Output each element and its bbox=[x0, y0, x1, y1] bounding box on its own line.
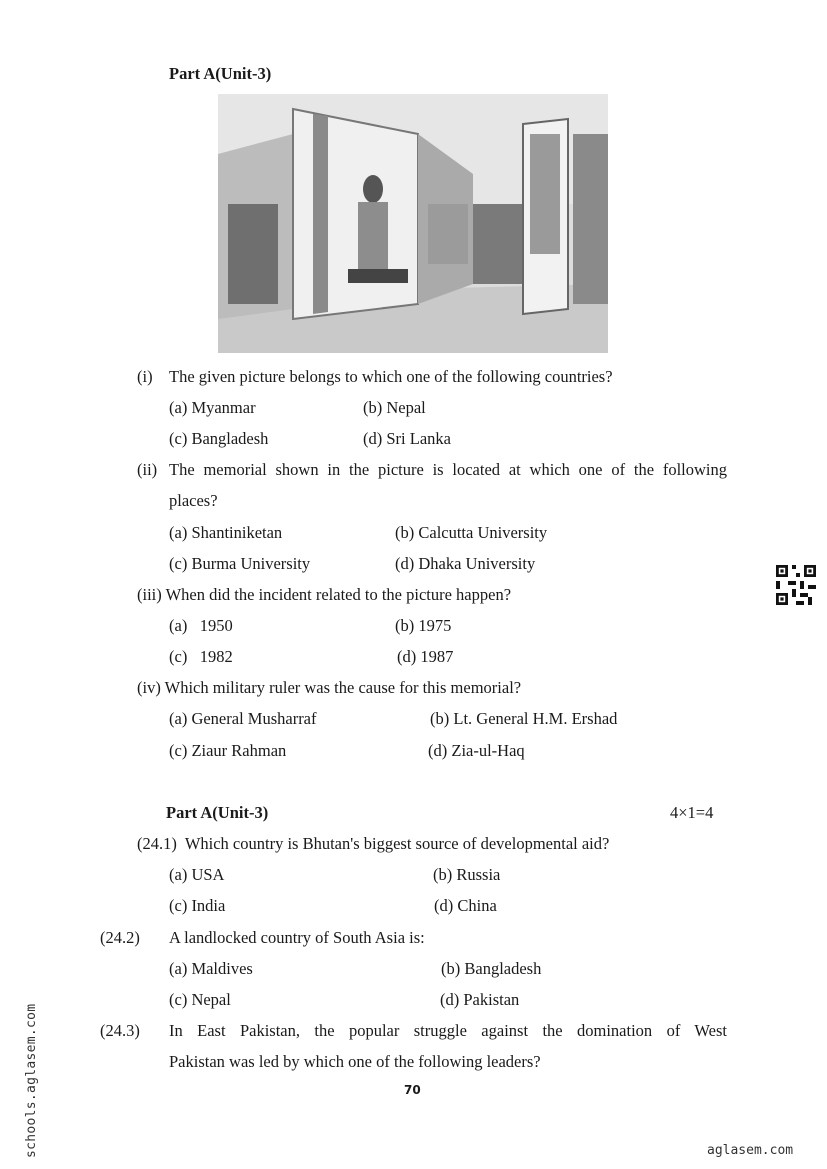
option-d: (d) China bbox=[434, 896, 497, 915]
page-number: 70 bbox=[404, 1083, 421, 1097]
option-b: (b) Russia bbox=[433, 865, 501, 884]
question-number: (24.2) bbox=[100, 928, 140, 947]
side-watermark: schools.aglasem.com bbox=[24, 1003, 39, 1158]
option-b: (b) 1975 bbox=[395, 616, 452, 635]
option-b: (b) Bangladesh bbox=[441, 959, 542, 978]
option-a: (a) Myanmar bbox=[169, 398, 256, 417]
memorial-photo bbox=[218, 94, 608, 353]
footer-watermark: aglasem.com bbox=[707, 1143, 794, 1158]
option-b: (b) Lt. General H.M. Ershad bbox=[430, 709, 618, 728]
option-a: (a) Maldives bbox=[169, 959, 253, 978]
option-c: (c) Burma University bbox=[169, 554, 311, 573]
section-heading: Part A(Unit-3) bbox=[166, 803, 269, 822]
section-heading: Part A(Unit-3) bbox=[169, 64, 272, 83]
option-d: (d) Dhaka University bbox=[395, 554, 536, 573]
question-text-continued: Pakistan was led by which one of the following leaders? bbox=[169, 1052, 541, 1071]
option-b: (b) Nepal bbox=[363, 398, 426, 417]
question-text: (iv) Which military ruler was the cause for this memorial? bbox=[137, 678, 522, 697]
question-text: A landlocked country of South Asia is: bbox=[169, 928, 425, 947]
question-text: (24.1) Which country is Bhutan's biggest source of developmental aid? bbox=[137, 834, 610, 853]
option-b: (b) Calcutta University bbox=[395, 523, 548, 542]
question-number: (i) bbox=[137, 367, 153, 386]
option-c: (c) Ziaur Rahman bbox=[169, 741, 287, 760]
option-d: (d) 1987 bbox=[397, 647, 454, 666]
option-c: (c) Nepal bbox=[169, 990, 231, 1009]
question-text: The given picture belongs to which one of the following countries? bbox=[169, 367, 613, 386]
qr-code-icon bbox=[776, 565, 816, 605]
option-a: (a) USA bbox=[169, 865, 225, 884]
question-number: (24.3) bbox=[100, 1021, 140, 1040]
option-a: (a) 1950 bbox=[169, 616, 233, 635]
question-number: (ii) bbox=[137, 460, 158, 479]
option-d: (d) Sri Lanka bbox=[363, 429, 451, 448]
question-text-continued: places? bbox=[169, 491, 218, 510]
option-c: (c) 1982 bbox=[169, 647, 233, 666]
question-text: (iii) When did the incident related to the picture happen? bbox=[137, 585, 512, 604]
option-d: (d) Zia-ul-Haq bbox=[428, 741, 525, 760]
option-a: (a) Shantiniketan bbox=[169, 523, 283, 542]
memorial-image bbox=[218, 94, 608, 353]
option-c: (c) Bangladesh bbox=[169, 429, 269, 448]
question-text: The memorial shown in the picture is located at which one of the following bbox=[169, 460, 727, 479]
option-a: (a) General Musharraf bbox=[169, 709, 317, 728]
option-c: (c) India bbox=[169, 896, 226, 915]
option-d: (d) Pakistan bbox=[440, 990, 520, 1009]
marks-label: 4×1=4 bbox=[670, 803, 714, 822]
question-text: In East Pakistan, the popular struggle against the domination of West bbox=[169, 1021, 727, 1040]
